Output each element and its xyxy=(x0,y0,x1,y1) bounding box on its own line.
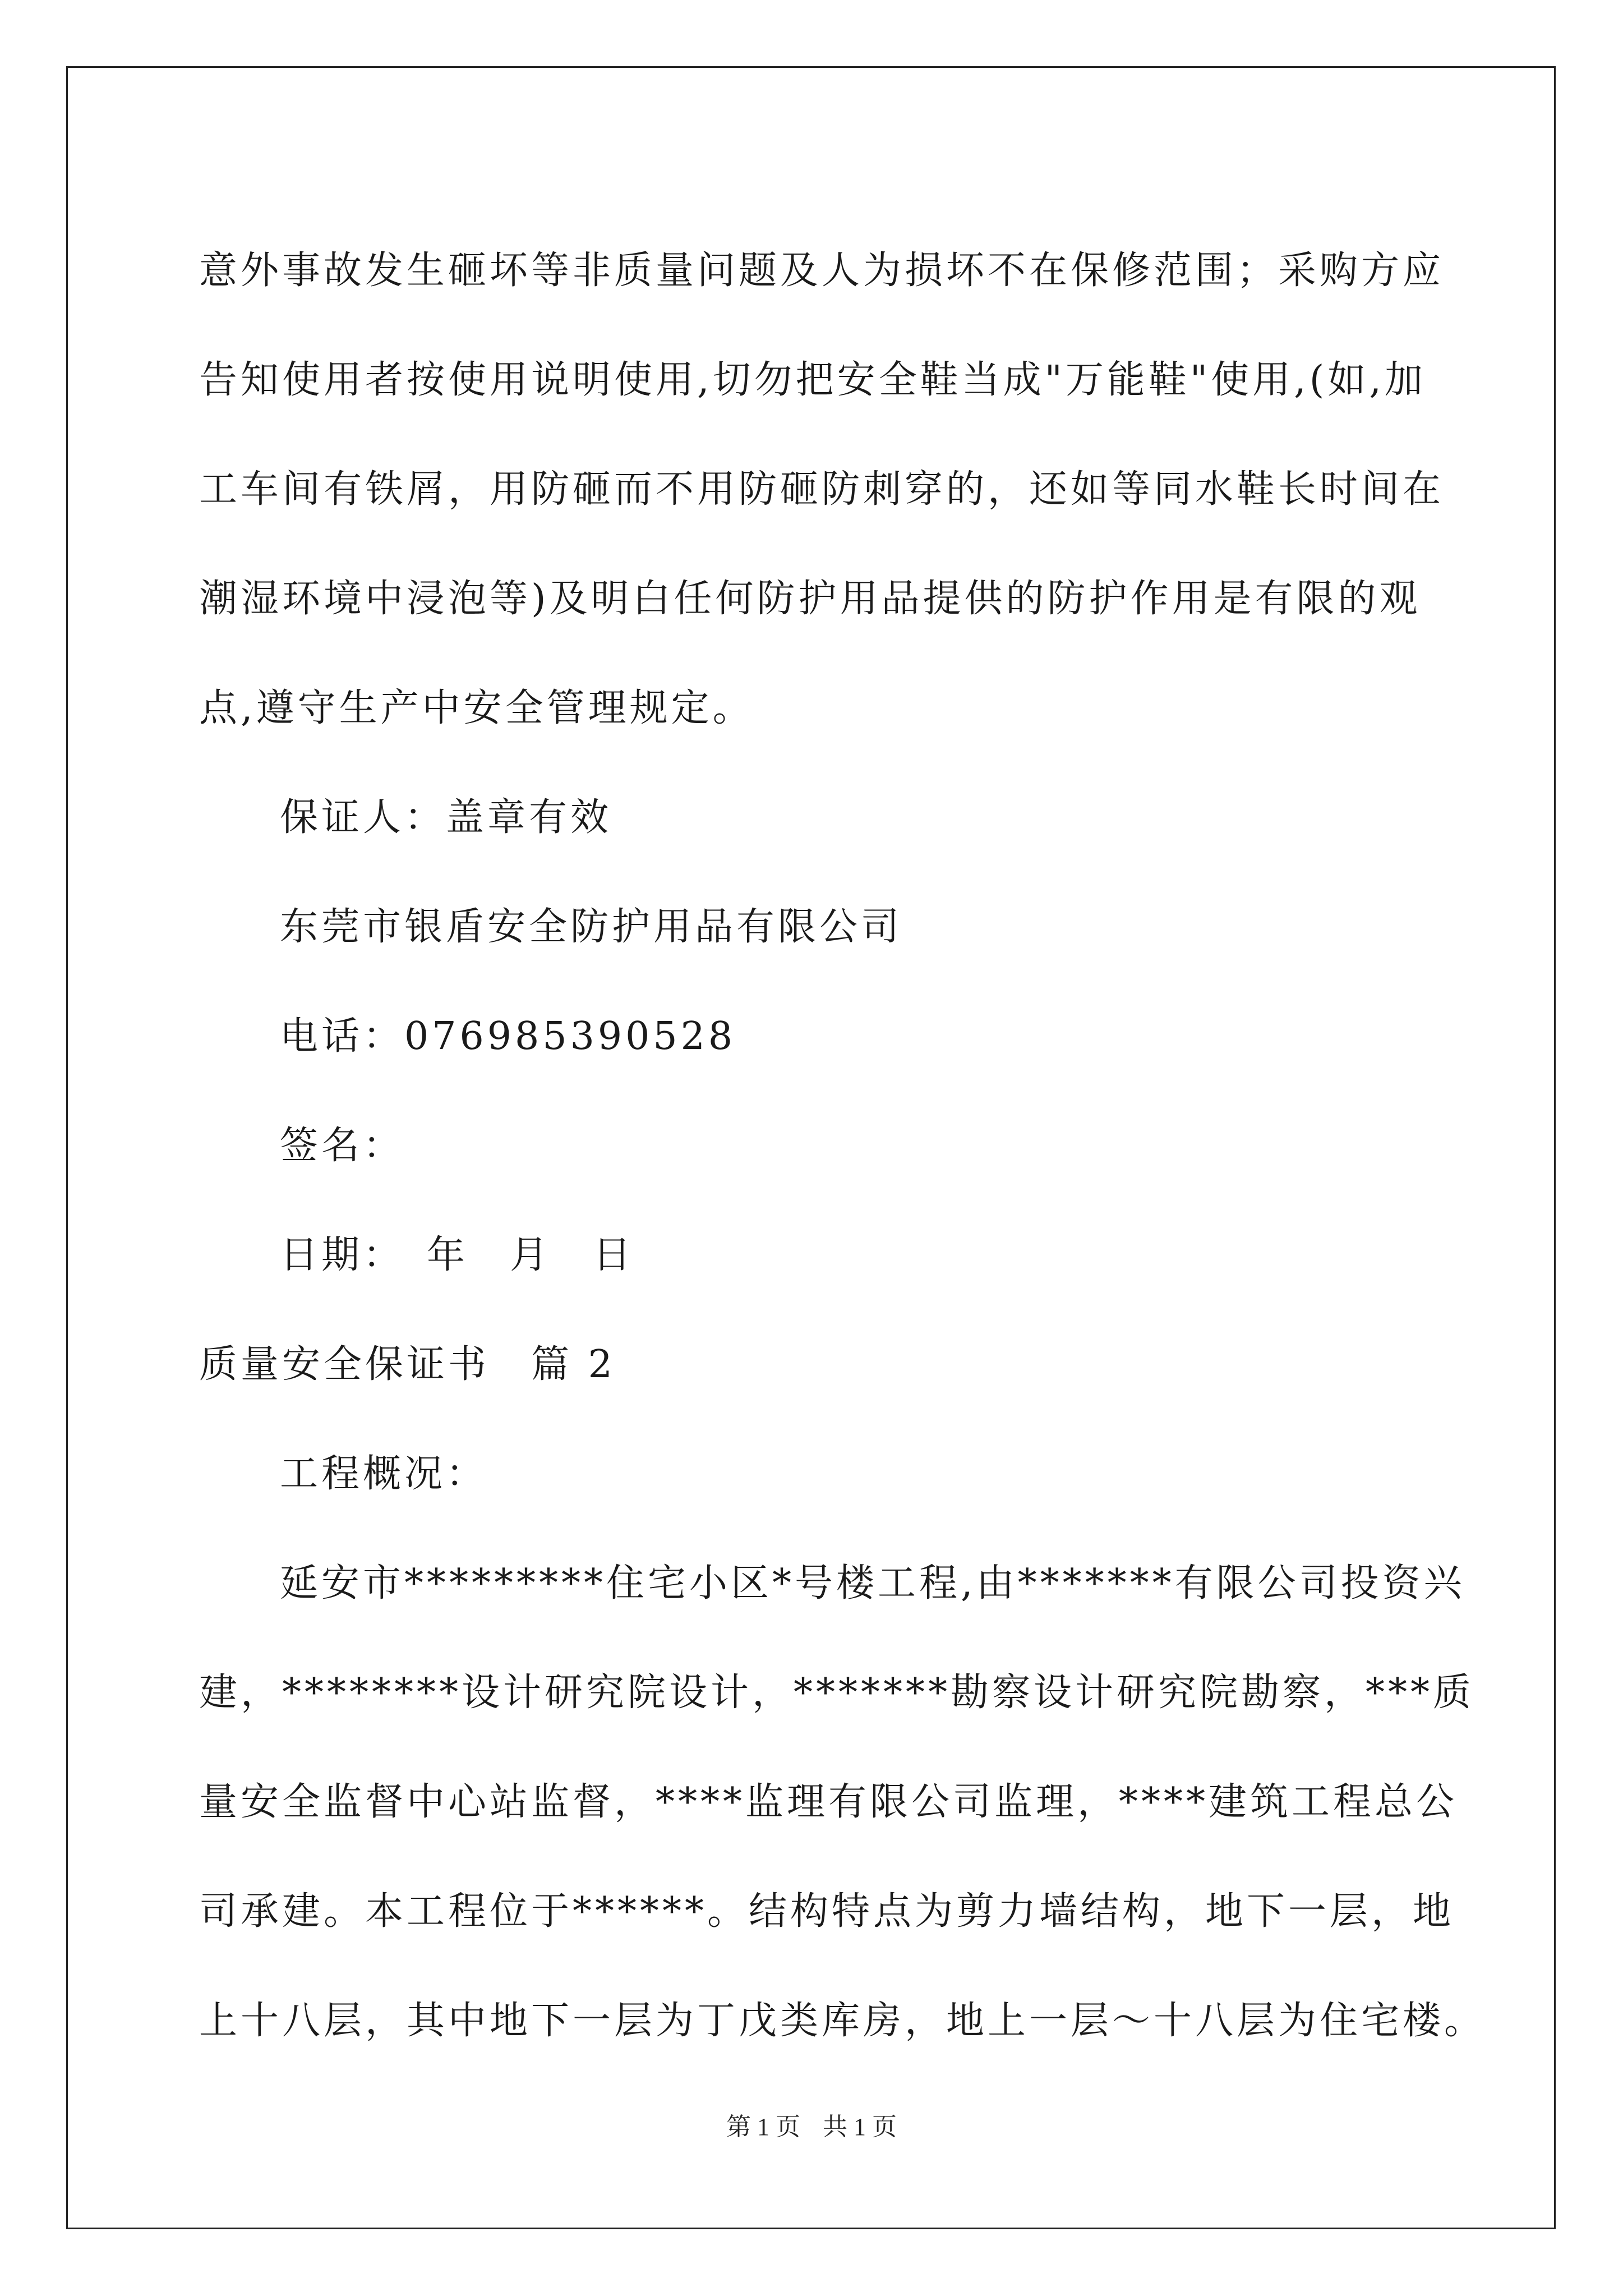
paragraph-line: 工车间有铁屑，用防砸而不用防砸防刺穿的，还如等同水鞋长时间在 xyxy=(199,467,1445,512)
document-body xyxy=(199,216,1486,2076)
paragraph-line: 司承建。本工程位于******。结构特点为剪力墙结构，地下一层，地 xyxy=(199,1889,1455,1934)
page-number-total: 共 1 页 xyxy=(823,2113,897,2141)
company-name: 东莞市银盾安全防护用品有限公司 xyxy=(280,905,903,949)
paragraph-line: 量安全监督中心站监督，****监理有限公司监理，****建筑工程总公 xyxy=(199,1780,1458,1824)
page-number-current: 第 1 页 xyxy=(726,2113,800,2141)
paragraph-line: 上十八层，其中地下一层为丁戊类库房，地上一层～十八层为住宅楼。 xyxy=(199,1999,1486,2043)
signature-line: 签名： xyxy=(280,1124,405,1168)
phone-line: 电话：076985390528 xyxy=(280,1014,736,1059)
section-title: 质量安全保证书 篇 2 xyxy=(199,1342,616,1387)
project-overview-label: 工程概况： xyxy=(280,1452,488,1496)
date-line: 日期： 年 月 日 xyxy=(280,1233,635,1277)
guarantor-line: 保证人：盖章有效 xyxy=(280,795,612,840)
paragraph-line: 潮湿环境中浸泡等)及明白任何防护用品提供的防护作用是有限的观 xyxy=(199,577,1421,621)
paragraph-line: 告知使用者按使用说明使用,切勿把安全鞋当成"万能鞋"使用,(如,加 xyxy=(199,358,1426,402)
page-footer xyxy=(0,2106,1623,2142)
paragraph-line: 延安市*********住宅小区*号楼工程,由*******有限公司投资兴 xyxy=(280,1561,1465,1605)
paragraph-line: 建，********设计研究院设计，*******勘察设计研究院勘察，***质 xyxy=(199,1671,1475,1715)
paragraph-line: 点,遵守生产中安全管理规定。 xyxy=(199,686,754,730)
paragraph-line: 意外事故发生砸坏等非质量问题及人为损坏不在保修范围；采购方应 xyxy=(199,249,1445,293)
